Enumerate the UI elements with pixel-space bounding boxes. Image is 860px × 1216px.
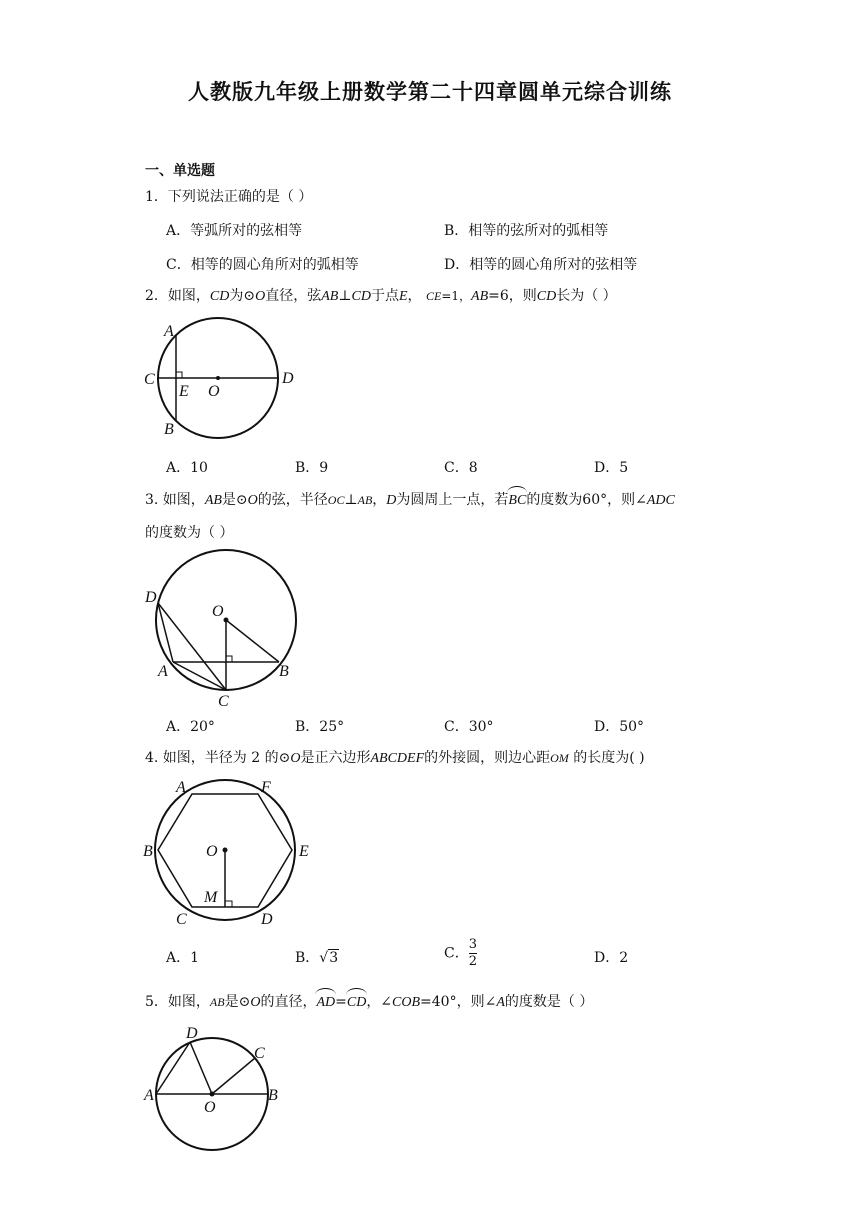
question-1-option-d: D．相等的圆心角所对的弦相等 [444,257,638,273]
label-o: O [206,843,218,860]
question-3-figure [140,546,310,716]
label-o: O [208,383,220,400]
question-3-option-d: D．50° [594,719,645,735]
label-b: B [268,1087,278,1104]
question-5-stem: 5．如图，AB是⊙O的直径，AD=CD，∠COB=40°，则∠A的度数是（ ） [145,992,593,1013]
label-d: D [186,1025,198,1042]
question-3-option-a: A．20° [166,719,215,735]
label-c: C [218,693,229,710]
question-2-option-a: A．10 [166,460,208,476]
question-1-option-a: A．等弧所对的弦相等 [166,223,303,239]
question-5-figure [140,1024,300,1154]
question-1-stem: 1．下列说法正确的是（ ） [145,189,313,205]
question-3-option-c: C．30° [444,719,494,735]
question-3-stem-line2: 的度数为（ ） [145,525,234,541]
question-3-option-b: B．25° [295,719,345,735]
label-e: E [299,843,309,860]
question-4-stem: 4. 如图，半径为 2 的⊙O是正六边形ABCDEF的外接圆，则边心距OM 的长度为( ) [145,750,645,766]
question-2-figure [140,314,310,444]
question-2-option-d: D．5 [594,460,629,476]
label-d: D [145,589,157,606]
label-c: C [254,1045,265,1062]
label-a: A [144,1087,154,1104]
question-1-option-b: B．相等的弦所对的弧相等 [444,223,609,239]
question-4-option-a: A．1 [166,950,200,966]
label-m: M [204,889,218,906]
label-b: B [143,843,153,860]
question-2-option-b: B．9 [295,460,329,476]
page-title: 人教版九年级上册数学第二十四章圆单元综合训练 [188,79,672,104]
question-1-option-c: C．相等的圆心角所对的弧相等 [166,257,359,273]
label-b: B [279,663,289,680]
label-o: O [212,603,224,620]
label-d: D [261,911,273,928]
question-4-option-b: B．√3 [295,950,339,966]
question-4-figure [140,774,320,934]
question-3-stem: 3. 如图，AB是⊙O的弦，半径OC⊥AB，D为圆周上一点，若BC的度数为60°，则∠ADC [145,490,675,511]
question-2-stem: 2．如图，CD为⊙O直径，弦AB⊥CD于点E， CE=1，AB=6，则CD长为（ ） [145,288,617,304]
question-4-option-c: C．$\frac{3}{2}$ [444,937,477,969]
label-c: C [144,371,155,388]
label-d: D [282,370,294,387]
label-a: A [158,663,168,680]
label-b: B [164,421,174,438]
label-c: C [176,911,187,928]
label-a: A [164,323,174,340]
label-o: O [204,1099,216,1116]
question-2-option-c: C．8 [444,460,478,476]
label-f: F [261,779,271,796]
label-a: A [176,779,186,796]
label-e: E [179,383,189,400]
section-heading: 一、单选题 [145,163,215,179]
question-4-option-d: D．2 [594,950,629,966]
